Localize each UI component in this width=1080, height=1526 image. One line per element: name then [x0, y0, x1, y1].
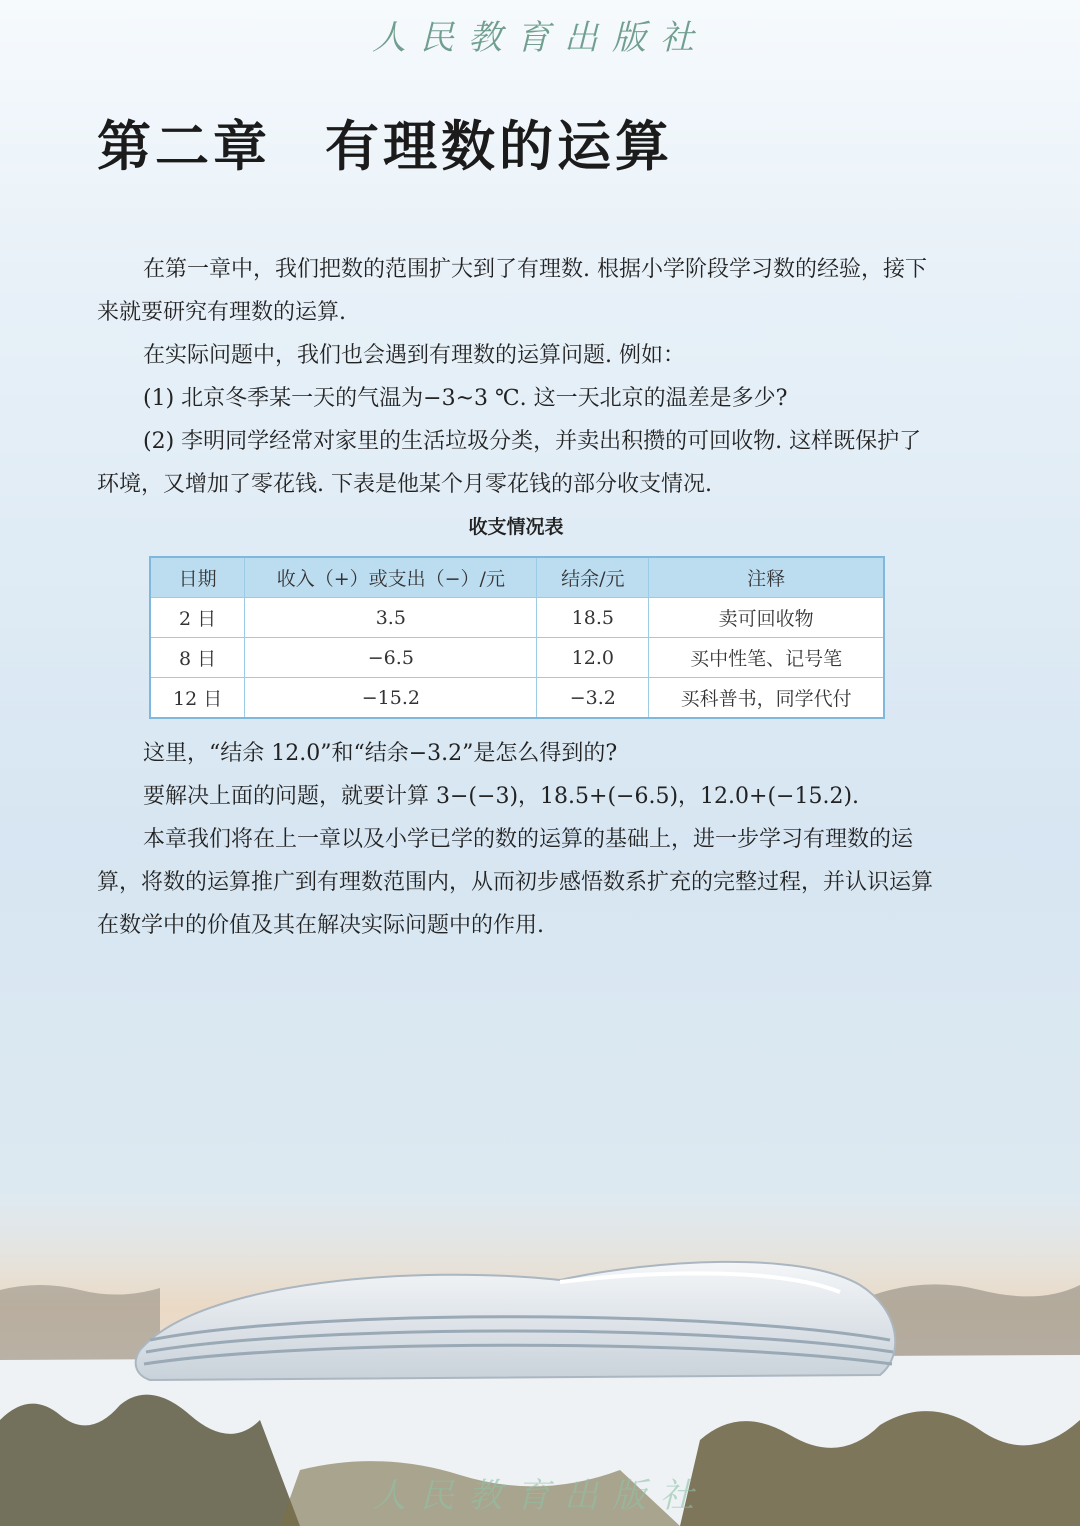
budget-table: [149, 556, 885, 719]
paragraph: 这里，“结余 12.0”和“结余−3.2”是怎么得到的?: [143, 741, 618, 766]
cell-date: 12 日: [150, 678, 245, 719]
cell-balance: 18.5: [537, 598, 649, 638]
table-row: [150, 678, 884, 719]
cell-amount: 3.5: [245, 598, 537, 638]
table-caption: 收支情况表: [468, 516, 564, 538]
table-row: [150, 598, 884, 638]
cell-note: 卖可回收物: [649, 598, 884, 638]
chapter-title: [97, 104, 673, 181]
chapter-name: 有理数的运算: [325, 115, 673, 178]
paragraph: (2) 李明同学经常对家里的生活垃圾分类，并卖出积攒的可回收物. 这样既保护了环境，又增加了零花钱. 下表是他某个月零花钱的部分收支情况.: [97, 429, 922, 497]
paragraph: 在实际问题中，我们也会遇到有理数的运算问题. 例如：: [143, 343, 685, 368]
cell-note: 买科普书，同学代付: [649, 678, 884, 719]
chapter-number: 第二章: [97, 115, 271, 178]
paragraph: 要解决上面的问题，就要计算 3−(−3)，18.5+(−6.5)，12.0+(−15.2).: [143, 784, 860, 809]
paragraph: 本章我们将在上一章以及小学已学的数的运算的基础上，进一步学习有理数的运算，将数的运算推广到有理数范围内，从而初步感悟数系扩充的完整过程，并认识运算在数学中的价值及其在解决实际问题中的作用.: [97, 827, 934, 938]
footer-logo: 人民教育出版社: [372, 1476, 708, 1516]
header-note: 注释: [649, 557, 884, 598]
header-date: 日期: [150, 557, 245, 598]
table-row: [150, 638, 884, 678]
table-header-row: [150, 557, 884, 598]
cell-amount: −15.2: [245, 678, 537, 719]
paragraph: 在第一章中，我们把数的范围扩大到了有理数. 根据小学阶段学习数的经验，接下来就要研究有理数的运算.: [97, 257, 927, 325]
cell-amount: −6.5: [245, 638, 537, 678]
cell-date: 2 日: [150, 598, 245, 638]
intro-text: [97, 248, 943, 506]
paragraph: (1) 北京冬季某一天的气温为−3~3 ℃. 这一天北京的温差是多少?: [143, 386, 788, 411]
header-amount: 收入（+）或支出（−）/元: [245, 557, 537, 598]
publisher-logo: 人民教育出版社: [372, 18, 708, 58]
cell-balance: 12.0: [537, 638, 649, 678]
header-balance: 结余/元: [537, 557, 649, 598]
conclusion-text: [97, 732, 943, 947]
cell-note: 买中性笔、记号笔: [649, 638, 884, 678]
cell-date: 8 日: [150, 638, 245, 678]
cell-balance: −3.2: [537, 678, 649, 719]
